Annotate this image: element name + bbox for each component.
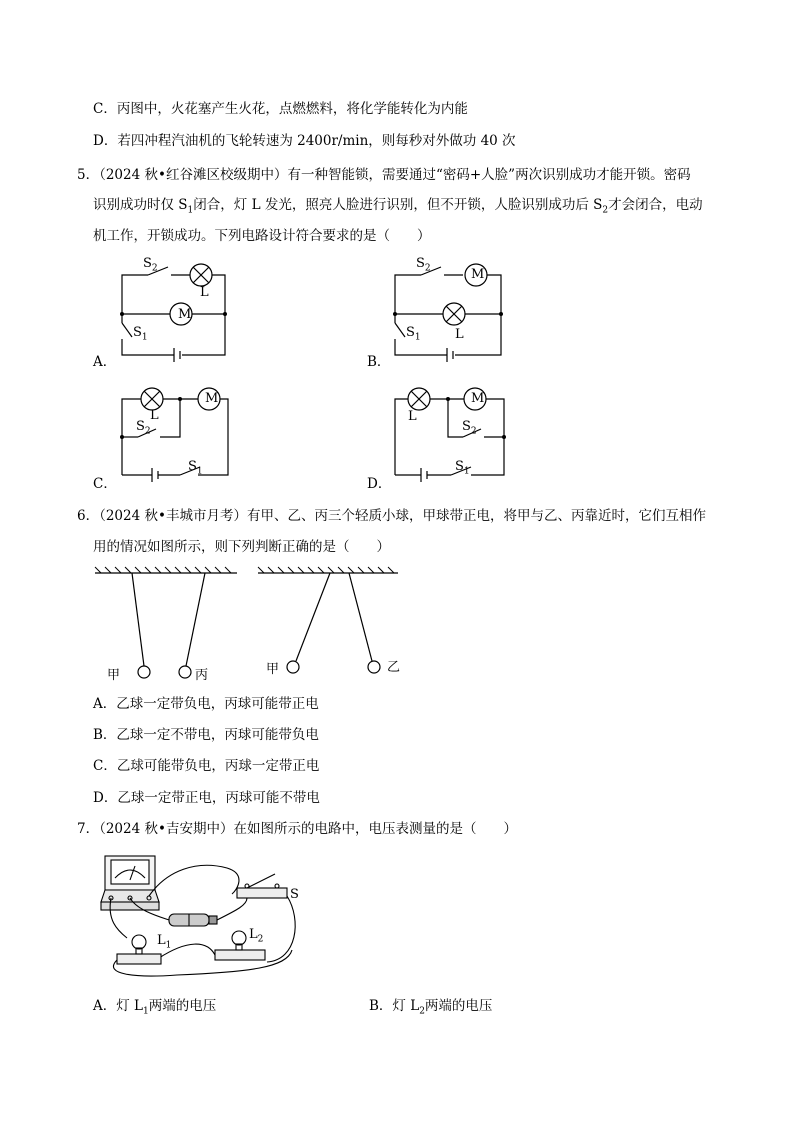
q6-option-d[interactable]: D．乙球一定带正电，丙球可能不带电: [93, 790, 320, 806]
q6-stem-line2: 用的情况如图所示，则下列判断正确的是（ ）: [93, 539, 390, 555]
ball-yi-label: 乙: [387, 660, 401, 675]
ball-bing-label: 丙: [195, 668, 209, 683]
q6-option-b[interactable]: B．乙球一定不带电，丙球可能带负电: [93, 727, 319, 743]
q5-option-a[interactable]: A．: [93, 354, 117, 370]
circuit-a-diagram: [110, 255, 240, 365]
circuit-c-motor-label: M: [205, 391, 219, 406]
q5-stem-line3: 机工作，开锁成功。下列电路设计符合要求的是（ ）: [93, 228, 431, 244]
q6-option-c[interactable]: C．乙球可能带负电，丙球一定带正电: [93, 758, 320, 774]
circuit-b-diagram: [383, 255, 513, 365]
q7-switch-label: S: [290, 887, 299, 902]
ball-jia-label-right: 甲: [266, 662, 280, 677]
q6-balls-right-figure: [258, 565, 403, 685]
q5-stem-line2: 识别成功时仅 $S_1$闭合，灯 L 发光，照亮人脸进行识别，但不开锁，人脸识别成功后 $S_2$才会闭合，电动: [93, 197, 703, 216]
q7-option-a[interactable]: A．灯 $L_1$两端的电压: [93, 998, 217, 1017]
q6-option-a[interactable]: A．乙球一定带负电，丙球可能带正电: [93, 696, 319, 712]
circuit-d-s1-label: $S_1$: [455, 459, 470, 477]
q5-stem-line1: 5．（2024 秋•红谷滩区校级期中）有一种智能锁，需要通过“密码+人脸”两次识别成功才能开锁。密码: [77, 167, 691, 183]
q7-l2-label: $L_2$: [249, 927, 264, 945]
ball-jia-label-left: 甲: [107, 668, 121, 683]
circuit-a-s1-label: $S_1$: [133, 325, 148, 343]
circuit-d-s2-label: $S_2$: [462, 419, 477, 437]
circuit-a-s2-label: $S_2$: [143, 256, 158, 274]
circuit-c-s1-label: $S_1$: [188, 459, 203, 477]
q5-option-c[interactable]: C．: [93, 476, 117, 492]
circuit-d-motor-label: M: [471, 391, 485, 406]
q5-option-b[interactable]: B．: [367, 354, 391, 370]
circuit-a-motor-label: M: [178, 307, 192, 322]
circuit-b-s2-label: $S_2$: [416, 256, 431, 274]
circuit-c-s2-label: $S_2$: [136, 419, 151, 437]
q4-option-c: C．丙图中，火花塞产生火花，点燃燃料，将化学能转化为内能: [93, 101, 468, 117]
circuit-b-motor-label: M: [471, 267, 485, 282]
circuit-a-lamp-label: L: [200, 285, 209, 300]
q7-option-b[interactable]: B．灯 $L_2$两端的电压: [369, 998, 493, 1017]
circuit-c-lamp-label: L: [150, 408, 159, 423]
q5-option-d[interactable]: D．: [367, 476, 392, 492]
circuit-b-lamp-label: L: [455, 327, 464, 342]
circuit-b-s1-label: $S_1$: [406, 325, 421, 343]
q4-option-d: D．若四冲程汽油机的飞轮转速为 2400r/min，则每秒对外做功 40 次: [93, 133, 516, 149]
q7-stem: 7．（2024 秋•吉安期中）在如图所示的电路中，电压表测量的是（ ）: [77, 821, 517, 837]
circuit-d-lamp-label: L: [408, 409, 417, 424]
q7-l1-label: $L_1$: [157, 933, 172, 951]
circuit-d-diagram: [383, 385, 513, 485]
q7-physical-circuit-figure: [97, 850, 302, 985]
q6-stem-line1: 6．（2024 秋•丰城市月考）有甲、乙、丙三个轻质小球，甲球带正电，将甲与乙、丙靠近时，它们互相作: [77, 508, 706, 524]
circuit-c-diagram: [110, 385, 240, 485]
